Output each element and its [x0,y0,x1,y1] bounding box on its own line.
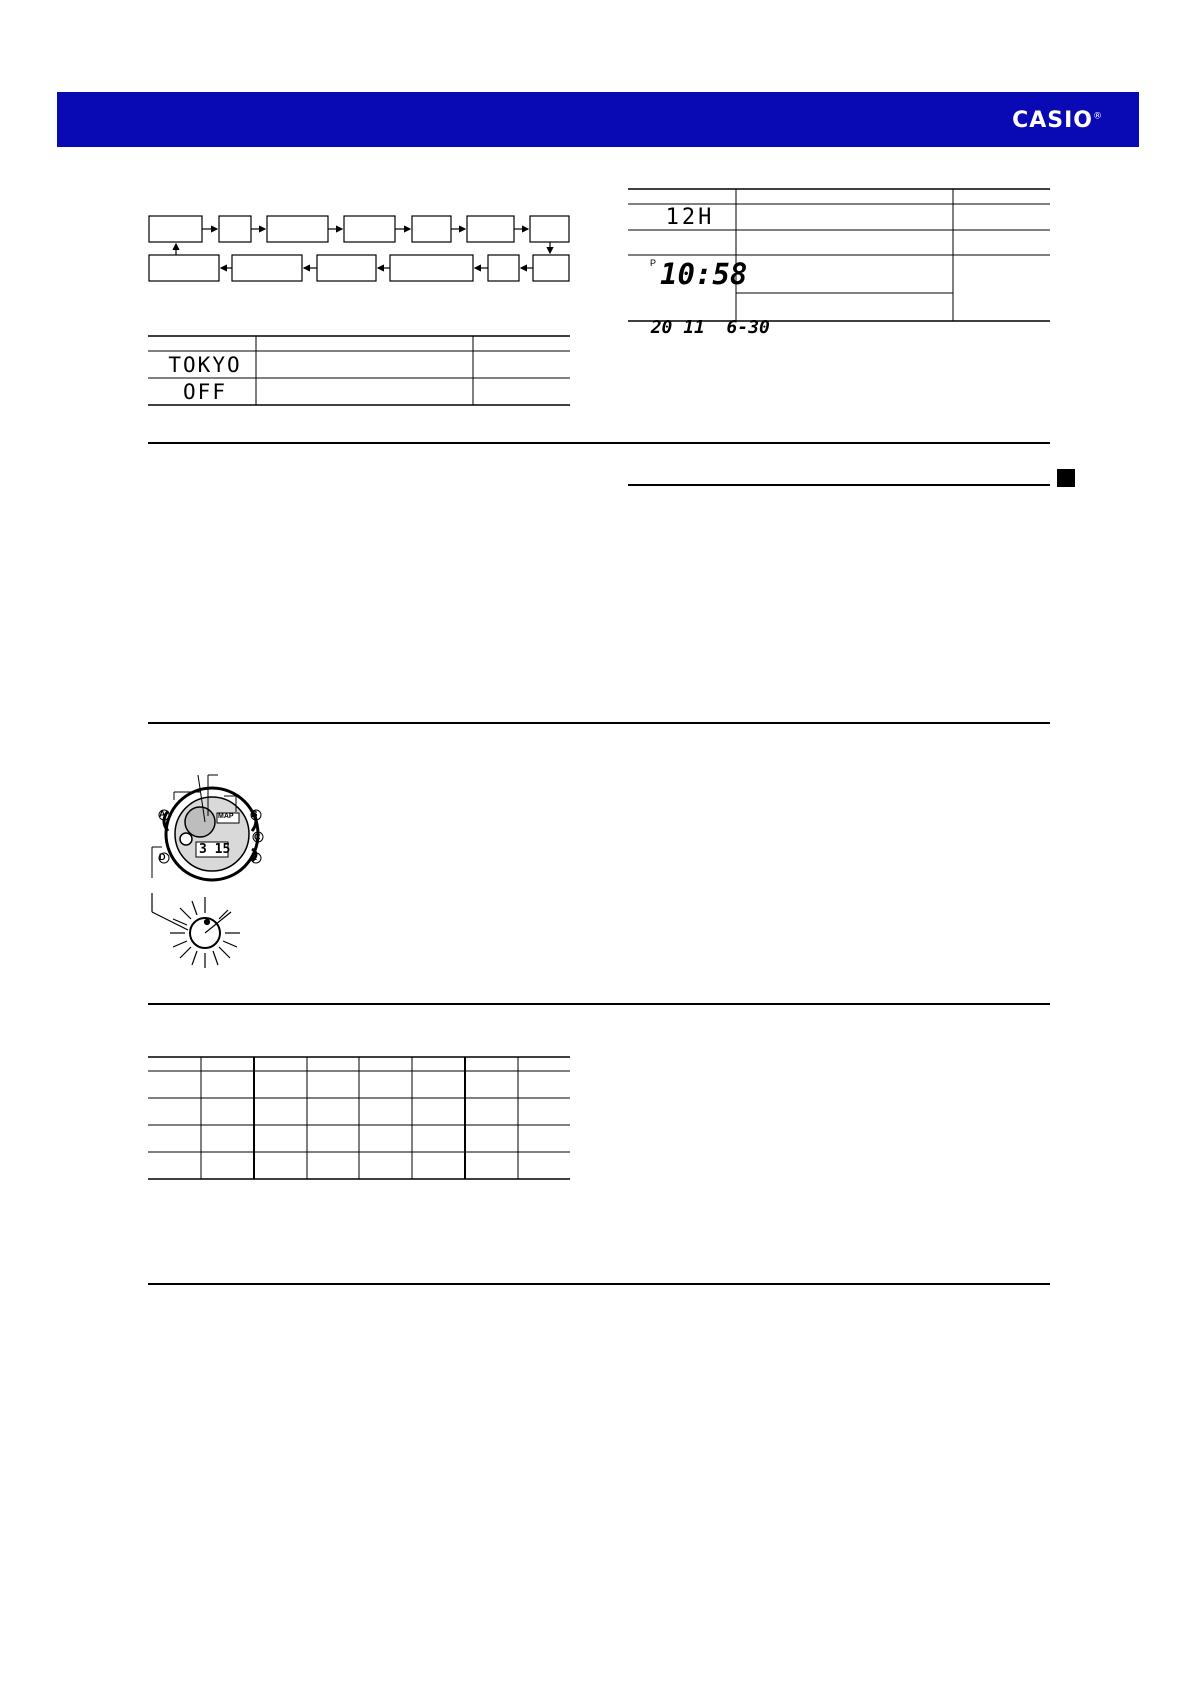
flow-box [467,216,514,242]
sunburst-figure [152,893,240,968]
format-display-time: 10:58 [660,257,748,291]
button-label-b: B [251,809,258,819]
section-divider [148,442,1050,444]
flow-box [219,216,251,242]
casio-logo: CASIO® [1012,108,1103,133]
button-label-a: A [159,809,166,819]
format-display-date: 20 11 6-30 [650,317,770,338]
city-display-tokyo: TOKYO [168,353,242,377]
section-divider [148,722,1050,724]
watch-lcd-main: 3 15 [199,842,231,857]
flow-box [390,255,473,281]
section-marker [1057,469,1075,487]
flow-box [530,216,569,242]
button-label-d: D [159,852,166,862]
flow-box [412,216,451,242]
flow-box [232,255,302,281]
watch-lcd-small: MAP [218,813,234,820]
flow-box [149,216,202,242]
flow-box [344,216,395,242]
watch-illustration [152,775,263,880]
section-divider [148,1283,1050,1285]
flow-box [149,255,219,281]
flow-box [488,255,519,281]
flow-box [533,255,569,281]
flow-box [267,216,328,242]
button-label-e: E [251,852,258,862]
section-divider [148,1003,1050,1005]
city-display-off: OFF [183,380,227,404]
subsection-divider [628,484,1050,486]
pm-indicator: P [650,258,657,268]
flow-box [317,255,376,281]
button-label-c: C [254,832,261,842]
format-display-12h: 12H [665,205,715,230]
